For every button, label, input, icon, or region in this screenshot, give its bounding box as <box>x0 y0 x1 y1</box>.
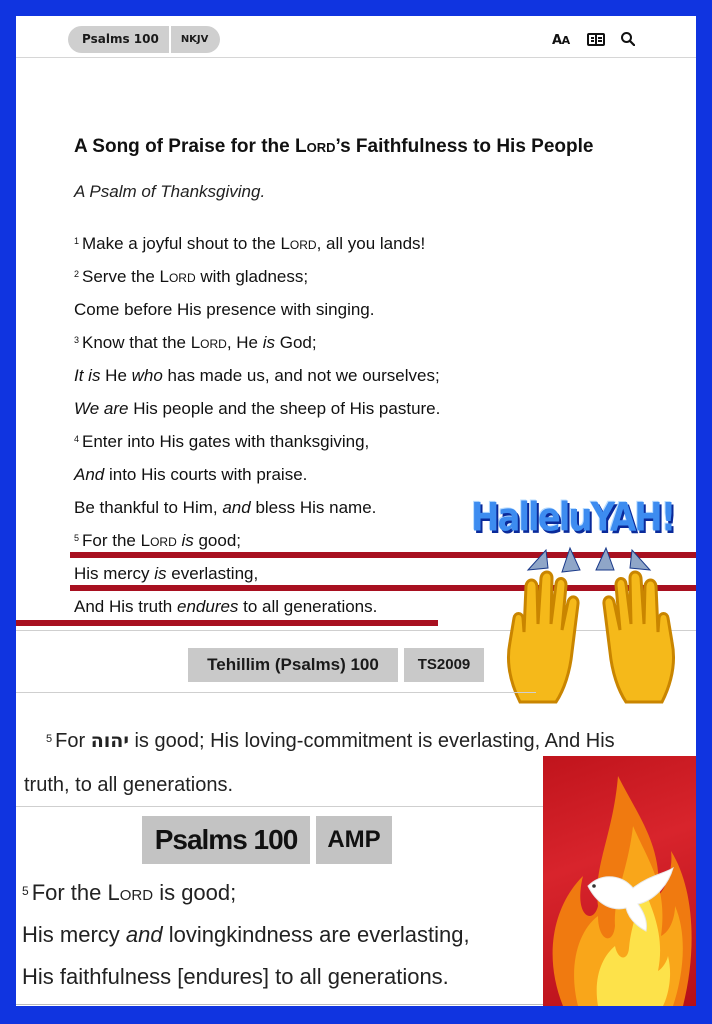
raised-hands-icon <box>496 570 686 710</box>
section-heading: A Song of Praise for the Lord’s Faithfulness to His People <box>74 136 594 157</box>
divider <box>16 806 543 807</box>
holy-spirit-fire-dove-image <box>543 756 696 1006</box>
verse-5b: His mercy is everlasting, <box>74 564 259 583</box>
amp-book-label: Psalms 100 <box>142 816 310 864</box>
psalm-subtitle: A Psalm of Thanksgiving. <box>74 182 266 201</box>
amp-verse-5-line-3: His faithfulness [endures] to all generations. <box>22 964 449 989</box>
verse-3c: We are His people and the sheep of His pasture. <box>74 399 441 418</box>
verse-3a: $^3$ Know that the Lord, He is God; <box>74 333 317 352</box>
amp-verse-5-line-1: $^5$ For the Lord is good; <box>22 880 237 905</box>
verse-5a: $^5$ For the Lord is good; <box>74 531 242 550</box>
verse-1: $^1$ Make a joyful shout to the Lord, all you lands! <box>74 234 426 253</box>
book-chapter-button[interactable]: Psalms 100 <box>82 32 159 46</box>
passage-selector[interactable] <box>68 26 220 53</box>
search-icon[interactable] <box>621 32 635 46</box>
underline-mark <box>16 620 438 626</box>
verse-4a: $^4$ Enter into His gates with thanksgiving, <box>74 432 370 451</box>
divider <box>16 1004 543 1005</box>
ts2009-book-label: Tehillim (Psalms) 100 <box>188 648 398 682</box>
divider <box>16 692 536 693</box>
verse-4c: Be thankful to Him, and bless His name. <box>74 498 377 517</box>
verse-5c: And His truth endures to all generations. <box>74 597 378 616</box>
verse-2a: $^2$ Serve the Lord with gladness; <box>74 267 309 286</box>
app-window <box>16 16 696 1006</box>
amp-verse-5-line-2: His mercy and lovingkindness are everlasting, <box>22 922 470 947</box>
ts2009-version-label: TS2009 <box>404 648 484 682</box>
text-size-icon[interactable]: AA <box>552 33 570 48</box>
version-button[interactable]: NKJV <box>169 26 221 53</box>
verse-4b: And into His courts with praise. <box>74 465 308 484</box>
hallelujah-sticker: HalleluYAH! <box>471 495 675 541</box>
top-bar <box>16 16 696 58</box>
ts2009-verse-5-line-1: $^5$ For יהוה is good; His loving-commitment is everlasting, And His <box>46 730 615 752</box>
verse-2b: Come before His presence with singing. <box>74 300 375 319</box>
reader-icon[interactable] <box>587 33 605 46</box>
amp-version-label: AMP <box>316 816 392 864</box>
verse-3b: It is He who has made us, and not we ourselves; <box>74 366 440 385</box>
ts2009-verse-5-line-2: truth, to all generations. <box>24 774 234 796</box>
